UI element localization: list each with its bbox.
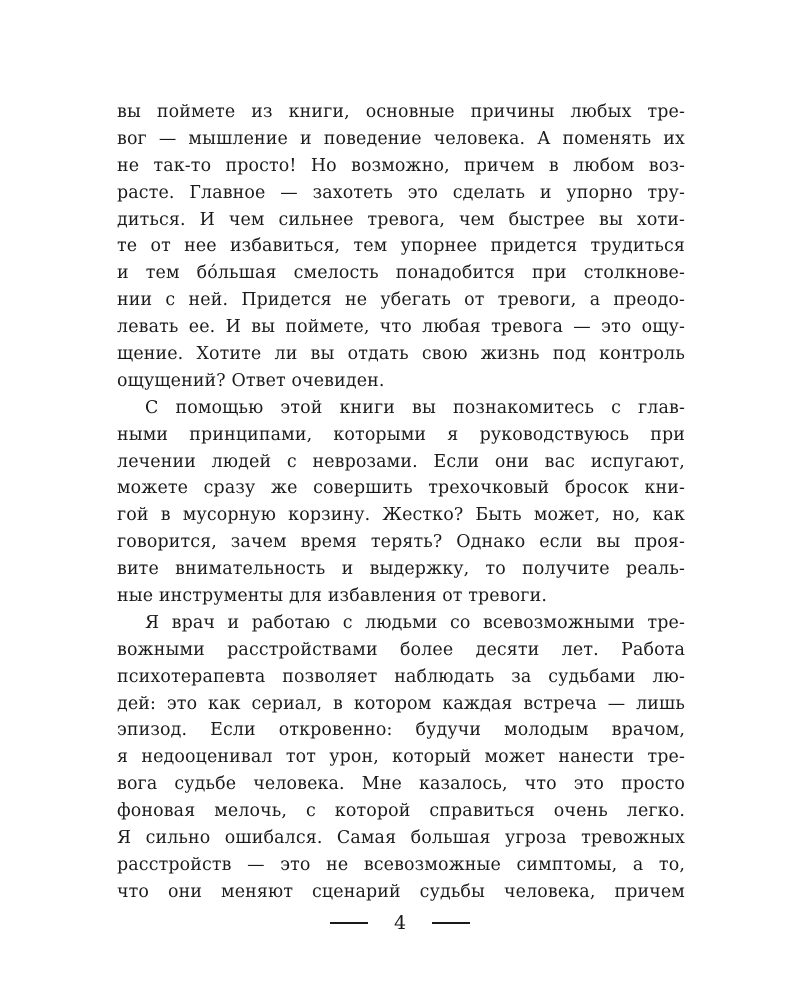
text-line: не так-то просто! Но возможно, причем в любом воз-	[117, 155, 685, 176]
text-line: говорится, зачем время терять? Однако если вы проя-	[117, 532, 685, 553]
page-footer	[0, 908, 800, 938]
text-line: Я врач и работаю с людьми со всевозможными тре-	[145, 612, 685, 633]
footer-rule-right	[432, 922, 470, 924]
text-line: расстройств — это не всевозможные симптомы, а то,	[117, 854, 685, 875]
text-line: Я сильно ошибался. Самая большая угроза тревожных	[117, 828, 685, 849]
text-line: нии с ней. Придется не убегать от тревоги, а преодо-	[117, 290, 685, 311]
text-line: лечении людей с неврозами. Если они вас испугают,	[117, 451, 685, 472]
text-line: гой в мусорную корзину. Жестко? Быть может, но, как	[117, 505, 685, 526]
page-number: 4	[393, 912, 407, 934]
text-line: я недооценивал тот урон, который может нанести тре-	[117, 747, 685, 768]
text-line: что они меняют сценарий судьбы человека, причем	[117, 881, 685, 902]
text-line: вога судьбе человека. Мне казалось, что это просто	[117, 774, 685, 795]
text-line: ные инструменты для избавления от тревоги.	[117, 586, 547, 607]
body-text	[117, 99, 685, 906]
text-line: вите внимательность и выдержку, то получите реаль-	[117, 559, 685, 580]
text-line: те от нее избавиться, тем упорнее придется трудиться	[117, 236, 685, 257]
text-line: вы поймете из книги, основные причины любых тре-	[117, 102, 685, 122]
text-line: эпизод. Если откровенно: будучи молодым врачом,	[117, 720, 685, 741]
text-line: дей: это как сериал, в котором каждая встреча — лишь	[117, 693, 685, 714]
text-line: ощущений? Ответ очевиден.	[117, 370, 385, 391]
text-line: и тем бóльшая смелость понадобится при столкнове-	[117, 263, 685, 284]
text-line: фоновая мелочь, с которой справиться очень легко.	[117, 801, 685, 822]
text-line: С помощью этой книги вы познакомитесь с глав-	[145, 397, 685, 418]
text-line: вожными расстройствами более десяти лет. Работа	[117, 639, 685, 660]
text-line: диться. И чем сильнее тревога, чем быстрее вы хоти-	[117, 209, 685, 230]
text-line: расте. Главное — захотеть это сделать и упорно тру-	[117, 182, 685, 203]
text-line: щение. Хотите ли вы отдать свою жизнь под контроль	[117, 344, 685, 365]
text-line: психотерапевта позволяет наблюдать за судьбами лю-	[117, 666, 685, 687]
text-line: можете сразу же совершить трехочковый бросок кни-	[117, 478, 685, 499]
text-line: ными принципами, которыми я руководствуюсь при	[117, 424, 685, 445]
text-line: вог — мышление и поведение человека. А поменять их	[117, 128, 685, 149]
text-line: левать ее. И вы поймете, что любая тревога — это ощу-	[117, 317, 685, 338]
footer-rule-left	[330, 922, 368, 924]
